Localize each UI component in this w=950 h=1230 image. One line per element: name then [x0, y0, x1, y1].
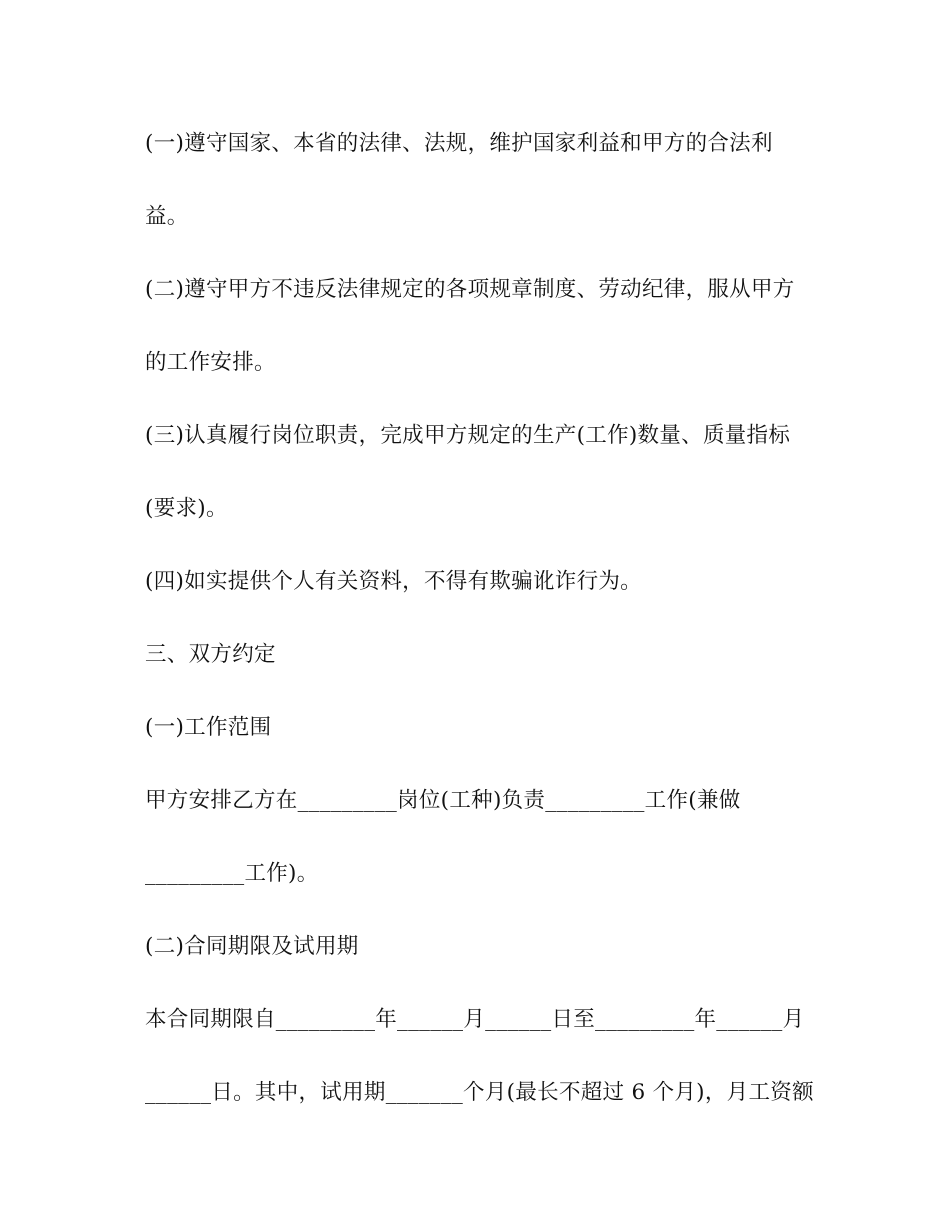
clause-2-line-2: 的工作安排。: [145, 350, 276, 375]
clause-3-line-2: (要求)。: [145, 496, 228, 521]
section-heading: 三、双方约定: [145, 642, 276, 667]
subsection-contract-term: (二)合同期限及试用期: [145, 934, 359, 959]
subsection-work-scope: (一)工作范围: [145, 715, 272, 740]
clause-2-line-1: (二)遵守甲方不违反法律规定的各项规章制度、劳动纪律，服从甲方: [145, 277, 795, 302]
work-scope-line-1: 甲方安排乙方在_________岗位(工种)负责_________工作(兼做: [145, 788, 741, 813]
work-scope-line-2: _________工作)。: [145, 861, 319, 886]
document-body: [145, 124, 825, 1146]
clause-3-line-1: (三)认真履行岗位职责，完成甲方规定的生产(工作)数量、质量指标: [145, 423, 791, 448]
clause-4-line: (四)如实提供个人有关资料，不得有欺骗讹诈行为。: [145, 569, 642, 594]
clause-1-line-1: (一)遵守国家、本省的法律、法规，维护国家利益和甲方的合法利: [145, 131, 773, 156]
contract-term-line-2: ______日。其中，试用期_______个月(最长不超过 6 个月)，月工资额: [145, 1080, 814, 1105]
clause-1-line-2: 益。: [145, 204, 189, 229]
contract-term-line-1: 本合同期限自_________年______月______日至_________年______月: [145, 1007, 805, 1032]
